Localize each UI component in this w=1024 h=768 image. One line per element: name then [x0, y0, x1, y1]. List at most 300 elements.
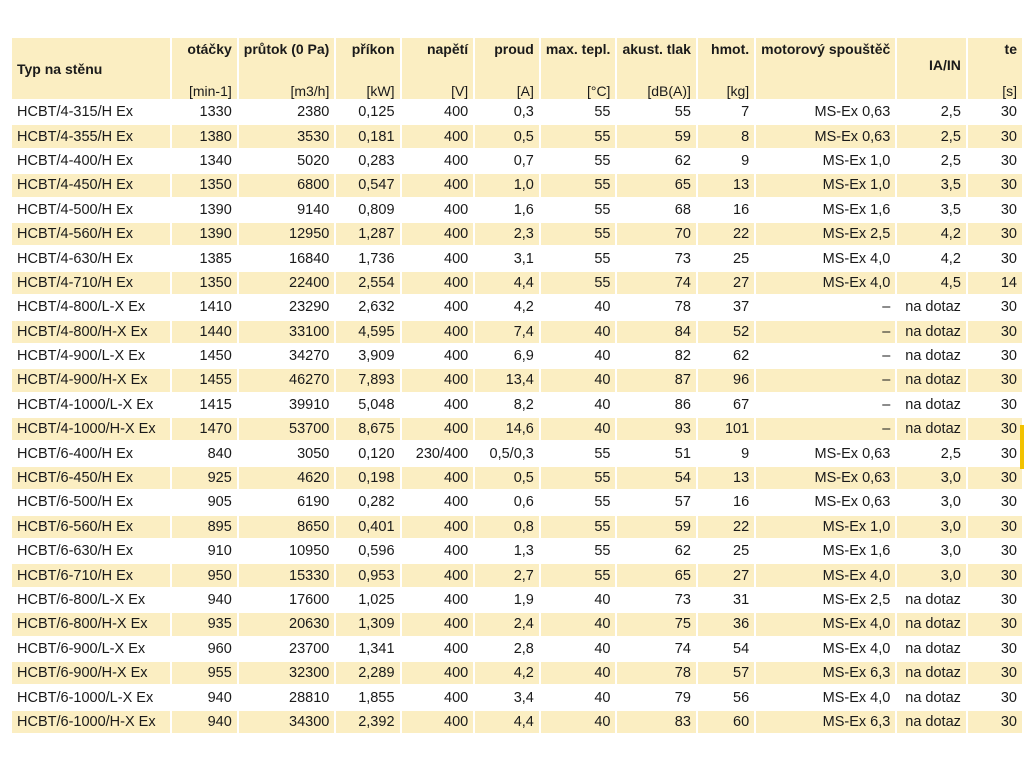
cell-rpm: 960	[172, 638, 237, 660]
cell-motor-starter: MS-Ex 0,63	[756, 467, 895, 489]
table-row	[12, 662, 1022, 684]
cell-voltage: 400	[402, 296, 474, 318]
cell-type: HCBT/6-1000/H-X Ex	[12, 711, 170, 733]
cell-motor-starter: MS-Ex 6,3	[756, 662, 895, 684]
cell-te: 30	[968, 418, 1022, 440]
cell-te: 30	[968, 564, 1022, 586]
table-row	[12, 394, 1022, 416]
cell-power: 0,401	[336, 516, 399, 538]
cell-weight: 52	[698, 321, 754, 343]
cell-voltage: 400	[402, 418, 474, 440]
cell-type: HCBT/6-800/H-X Ex	[12, 613, 170, 635]
cell-rpm: 1380	[172, 125, 237, 147]
cell-flow: 33100	[239, 321, 335, 343]
cell-max-temp: 40	[541, 589, 616, 611]
cell-motor-starter: MS-Ex 4,0	[756, 564, 895, 586]
cell-max-temp: 55	[541, 516, 616, 538]
table-row	[12, 101, 1022, 123]
cell-te: 30	[968, 150, 1022, 172]
cell-current: 3,1	[475, 247, 539, 269]
cell-weight: 9	[698, 150, 754, 172]
cell-power: 0,547	[336, 174, 399, 196]
cell-sound-pressure: 87	[617, 369, 695, 391]
cell-weight: 31	[698, 589, 754, 611]
cell-te: 30	[968, 296, 1022, 318]
cell-ia-in: na dotaz	[897, 686, 966, 708]
cell-flow: 23290	[239, 296, 335, 318]
cell-rpm: 950	[172, 564, 237, 586]
header-motor-starter: motorový spouštěč	[756, 38, 895, 99]
cell-power: 1,341	[336, 638, 399, 660]
table-row	[12, 321, 1022, 343]
cell-rpm: 955	[172, 662, 237, 684]
cell-voltage: 400	[402, 150, 474, 172]
cell-voltage: 400	[402, 589, 474, 611]
cell-type: HCBT/6-900/H-X Ex	[12, 662, 170, 684]
cell-te: 30	[968, 394, 1022, 416]
cell-flow: 6800	[239, 174, 335, 196]
cell-power: 2,392	[336, 711, 399, 733]
cell-voltage: 400	[402, 223, 474, 245]
cell-power: 1,309	[336, 613, 399, 635]
cell-power: 2,632	[336, 296, 399, 318]
cell-te: 30	[968, 125, 1022, 147]
cell-voltage: 400	[402, 199, 474, 221]
cell-type: HCBT/4-900/H-X Ex	[12, 369, 170, 391]
cell-current: 2,7	[475, 564, 539, 586]
cell-motor-starter: MS-Ex 4,0	[756, 247, 895, 269]
table-row	[12, 345, 1022, 367]
cell-power: 2,554	[336, 272, 399, 294]
cell-ia-in: 4,2	[897, 247, 966, 269]
cell-weight: 56	[698, 686, 754, 708]
cell-ia-in: 3,5	[897, 199, 966, 221]
cell-ia-in: na dotaz	[897, 345, 966, 367]
table-row	[12, 711, 1022, 733]
cell-flow: 16840	[239, 247, 335, 269]
cell-te: 30	[968, 711, 1022, 733]
cell-flow: 10950	[239, 540, 335, 562]
cell-current: 0,3	[475, 101, 539, 123]
cell-weight: 13	[698, 467, 754, 489]
cell-motor-starter: MS-Ex 1,0	[756, 174, 895, 196]
cell-type: HCBT/4-800/L-X Ex	[12, 296, 170, 318]
cell-max-temp: 40	[541, 638, 616, 660]
cell-te: 30	[968, 638, 1022, 660]
table-row	[12, 199, 1022, 221]
cell-sound-pressure: 75	[617, 613, 695, 635]
table-row	[12, 150, 1022, 172]
table-body	[12, 101, 1022, 733]
cell-flow: 28810	[239, 686, 335, 708]
cell-te: 30	[968, 369, 1022, 391]
cell-motor-starter: MS-Ex 4,0	[756, 613, 895, 635]
cell-voltage: 400	[402, 101, 474, 123]
cell-max-temp: 55	[541, 272, 616, 294]
cell-sound-pressure: 74	[617, 272, 695, 294]
cell-type: HCBT/4-450/H Ex	[12, 174, 170, 196]
cell-rpm: 1390	[172, 199, 237, 221]
cell-sound-pressure: 84	[617, 321, 695, 343]
cell-power: 2,289	[336, 662, 399, 684]
cell-ia-in: 3,5	[897, 174, 966, 196]
cell-sound-pressure: 59	[617, 516, 695, 538]
cell-max-temp: 40	[541, 321, 616, 343]
cell-rpm: 840	[172, 442, 237, 464]
cell-motor-starter: –	[756, 296, 895, 318]
table-row	[12, 540, 1022, 562]
cell-max-temp: 40	[541, 394, 616, 416]
cell-weight: 67	[698, 394, 754, 416]
cell-max-temp: 55	[541, 199, 616, 221]
cell-motor-starter: MS-Ex 1,6	[756, 540, 895, 562]
cell-power: 7,893	[336, 369, 399, 391]
table-row	[12, 442, 1022, 464]
cell-ia-in: na dotaz	[897, 613, 966, 635]
cell-flow: 2380	[239, 101, 335, 123]
cell-ia-in: na dotaz	[897, 394, 966, 416]
cell-max-temp: 55	[541, 150, 616, 172]
cell-weight: 16	[698, 199, 754, 221]
cell-max-temp: 55	[541, 125, 616, 147]
cell-ia-in: 3,0	[897, 540, 966, 562]
cell-type: HCBT/4-630/H Ex	[12, 247, 170, 269]
cell-power: 1,025	[336, 589, 399, 611]
cell-current: 0,6	[475, 491, 539, 513]
cell-rpm: 1450	[172, 345, 237, 367]
cell-power: 1,287	[336, 223, 399, 245]
cell-type: HCBT/4-560/H Ex	[12, 223, 170, 245]
cell-weight: 7	[698, 101, 754, 123]
cell-sound-pressure: 55	[617, 101, 695, 123]
table-row	[12, 564, 1022, 586]
cell-type: HCBT/6-400/H Ex	[12, 442, 170, 464]
cell-current: 0,5/0,3	[475, 442, 539, 464]
cell-voltage: 400	[402, 345, 474, 367]
cell-voltage: 400	[402, 711, 474, 733]
table-row	[12, 418, 1022, 440]
cell-current: 0,8	[475, 516, 539, 538]
cell-ia-in: 3,0	[897, 516, 966, 538]
cell-ia-in: 3,0	[897, 467, 966, 489]
header-flow: průtok (0 Pa) [m3/h]	[239, 38, 335, 99]
cell-voltage: 400	[402, 394, 474, 416]
cell-sound-pressure: 83	[617, 711, 695, 733]
cell-voltage: 400	[402, 174, 474, 196]
cell-te: 30	[968, 199, 1022, 221]
cell-rpm: 1350	[172, 272, 237, 294]
cell-weight: 54	[698, 638, 754, 660]
cell-flow: 3530	[239, 125, 335, 147]
cell-rpm: 895	[172, 516, 237, 538]
cell-flow: 17600	[239, 589, 335, 611]
cell-rpm: 905	[172, 491, 237, 513]
fan-spec-table	[10, 36, 1024, 735]
cell-weight: 22	[698, 516, 754, 538]
cell-motor-starter: –	[756, 345, 895, 367]
cell-flow: 20630	[239, 613, 335, 635]
cell-rpm: 1390	[172, 223, 237, 245]
header-current: proud [A]	[475, 38, 539, 99]
cell-rpm: 925	[172, 467, 237, 489]
cell-ia-in: na dotaz	[897, 321, 966, 343]
cell-te: 30	[968, 491, 1022, 513]
cell-type: HCBT/4-315/H Ex	[12, 101, 170, 123]
cell-max-temp: 55	[541, 540, 616, 562]
cell-flow: 9140	[239, 199, 335, 221]
cell-max-temp: 40	[541, 662, 616, 684]
cell-power: 0,596	[336, 540, 399, 562]
cell-motor-starter: MS-Ex 0,63	[756, 125, 895, 147]
cell-motor-starter: MS-Ex 4,0	[756, 686, 895, 708]
cell-sound-pressure: 70	[617, 223, 695, 245]
cell-ia-in: na dotaz	[897, 662, 966, 684]
cell-flow: 3050	[239, 442, 335, 464]
cell-flow: 32300	[239, 662, 335, 684]
cell-ia-in: na dotaz	[897, 711, 966, 733]
cell-te: 30	[968, 101, 1022, 123]
cell-voltage: 400	[402, 125, 474, 147]
cell-voltage: 400	[402, 662, 474, 684]
cell-motor-starter: –	[756, 394, 895, 416]
table-row	[12, 516, 1022, 538]
cell-voltage: 400	[402, 247, 474, 269]
cell-motor-starter: MS-Ex 1,0	[756, 150, 895, 172]
cell-rpm: 940	[172, 589, 237, 611]
cell-weight: 101	[698, 418, 754, 440]
table-row	[12, 174, 1022, 196]
cell-te: 14	[968, 272, 1022, 294]
cell-weight: 8	[698, 125, 754, 147]
cell-voltage: 400	[402, 321, 474, 343]
cell-current: 4,4	[475, 711, 539, 733]
cell-weight: 57	[698, 662, 754, 684]
cell-flow: 4620	[239, 467, 335, 489]
cell-weight: 13	[698, 174, 754, 196]
cell-ia-in: na dotaz	[897, 369, 966, 391]
cell-te: 30	[968, 174, 1022, 196]
cell-type: HCBT/6-800/L-X Ex	[12, 589, 170, 611]
cell-sound-pressure: 78	[617, 662, 695, 684]
cell-sound-pressure: 73	[617, 247, 695, 269]
cell-power: 0,198	[336, 467, 399, 489]
cell-motor-starter: –	[756, 369, 895, 391]
cell-motor-starter: –	[756, 418, 895, 440]
table-row	[12, 223, 1022, 245]
cell-ia-in: na dotaz	[897, 589, 966, 611]
cell-sound-pressure: 62	[617, 540, 695, 562]
cell-max-temp: 55	[541, 223, 616, 245]
cell-rpm: 1350	[172, 174, 237, 196]
cell-current: 7,4	[475, 321, 539, 343]
cell-type: HCBT/4-800/H-X Ex	[12, 321, 170, 343]
cell-te: 30	[968, 223, 1022, 245]
cell-weight: 27	[698, 564, 754, 586]
cell-power: 5,048	[336, 394, 399, 416]
cell-sound-pressure: 57	[617, 491, 695, 513]
cell-max-temp: 55	[541, 564, 616, 586]
cell-type: HCBT/6-450/H Ex	[12, 467, 170, 489]
cell-voltage: 400	[402, 491, 474, 513]
page-edge-tab	[1020, 425, 1024, 469]
cell-te: 30	[968, 540, 1022, 562]
cell-voltage: 400	[402, 516, 474, 538]
cell-current: 13,4	[475, 369, 539, 391]
cell-rpm: 1415	[172, 394, 237, 416]
cell-flow: 5020	[239, 150, 335, 172]
cell-flow: 6190	[239, 491, 335, 513]
cell-power: 1,855	[336, 686, 399, 708]
cell-te: 30	[968, 467, 1022, 489]
cell-te: 30	[968, 686, 1022, 708]
cell-ia-in: 2,5	[897, 442, 966, 464]
cell-flow: 23700	[239, 638, 335, 660]
table-row	[12, 613, 1022, 635]
cell-voltage: 400	[402, 540, 474, 562]
cell-sound-pressure: 93	[617, 418, 695, 440]
cell-motor-starter: MS-Ex 6,3	[756, 711, 895, 733]
cell-flow: 22400	[239, 272, 335, 294]
header-weight: hmot. [kg]	[698, 38, 754, 99]
cell-weight: 37	[698, 296, 754, 318]
cell-sound-pressure: 73	[617, 589, 695, 611]
table-row	[12, 125, 1022, 147]
cell-motor-starter: MS-Ex 2,5	[756, 589, 895, 611]
cell-max-temp: 40	[541, 296, 616, 318]
cell-power: 4,595	[336, 321, 399, 343]
cell-voltage: 230/400	[402, 442, 474, 464]
cell-max-temp: 55	[541, 174, 616, 196]
cell-ia-in: na dotaz	[897, 296, 966, 318]
cell-rpm: 1470	[172, 418, 237, 440]
cell-max-temp: 40	[541, 418, 616, 440]
cell-weight: 96	[698, 369, 754, 391]
cell-ia-in: na dotaz	[897, 418, 966, 440]
table-row	[12, 272, 1022, 294]
cell-current: 2,8	[475, 638, 539, 660]
cell-rpm: 910	[172, 540, 237, 562]
cell-motor-starter: MS-Ex 0,63	[756, 491, 895, 513]
cell-max-temp: 40	[541, 613, 616, 635]
table-row	[12, 491, 1022, 513]
cell-voltage: 400	[402, 613, 474, 635]
cell-current: 2,3	[475, 223, 539, 245]
cell-current: 2,4	[475, 613, 539, 635]
cell-max-temp: 55	[541, 491, 616, 513]
cell-sound-pressure: 65	[617, 174, 695, 196]
cell-power: 8,675	[336, 418, 399, 440]
cell-voltage: 400	[402, 467, 474, 489]
cell-type: HCBT/6-560/H Ex	[12, 516, 170, 538]
cell-te: 30	[968, 613, 1022, 635]
cell-current: 4,4	[475, 272, 539, 294]
cell-current: 14,6	[475, 418, 539, 440]
cell-power: 1,736	[336, 247, 399, 269]
cell-sound-pressure: 82	[617, 345, 695, 367]
cell-voltage: 400	[402, 564, 474, 586]
cell-sound-pressure: 59	[617, 125, 695, 147]
cell-power: 3,909	[336, 345, 399, 367]
cell-sound-pressure: 65	[617, 564, 695, 586]
cell-type: HCBT/6-630/H Ex	[12, 540, 170, 562]
cell-power: 0,181	[336, 125, 399, 147]
cell-flow: 15330	[239, 564, 335, 586]
cell-sound-pressure: 79	[617, 686, 695, 708]
cell-power: 0,953	[336, 564, 399, 586]
cell-flow: 34300	[239, 711, 335, 733]
cell-rpm: 1340	[172, 150, 237, 172]
cell-ia-in: 4,5	[897, 272, 966, 294]
cell-ia-in: 2,5	[897, 101, 966, 123]
table-row	[12, 247, 1022, 269]
cell-sound-pressure: 74	[617, 638, 695, 660]
cell-te: 30	[968, 442, 1022, 464]
cell-motor-starter: MS-Ex 2,5	[756, 223, 895, 245]
cell-flow: 46270	[239, 369, 335, 391]
cell-power: 0,283	[336, 150, 399, 172]
header-voltage: napětí [V]	[402, 38, 474, 99]
cell-motor-starter: MS-Ex 1,0	[756, 516, 895, 538]
cell-te: 30	[968, 589, 1022, 611]
cell-voltage: 400	[402, 369, 474, 391]
cell-max-temp: 55	[541, 442, 616, 464]
cell-current: 8,2	[475, 394, 539, 416]
cell-current: 6,9	[475, 345, 539, 367]
cell-rpm: 1410	[172, 296, 237, 318]
cell-type: HCBT/4-400/H Ex	[12, 150, 170, 172]
cell-type: HCBT/6-500/H Ex	[12, 491, 170, 513]
cell-motor-starter: MS-Ex 1,6	[756, 199, 895, 221]
cell-type: HCBT/4-500/H Ex	[12, 199, 170, 221]
cell-current: 1,6	[475, 199, 539, 221]
table-row	[12, 467, 1022, 489]
cell-motor-starter: MS-Ex 0,63	[756, 442, 895, 464]
header-power: příkon [kW]	[336, 38, 399, 99]
cell-type: HCBT/4-710/H Ex	[12, 272, 170, 294]
cell-te: 30	[968, 247, 1022, 269]
header-type: Typ na stěnu	[12, 38, 170, 99]
cell-te: 30	[968, 345, 1022, 367]
cell-te: 30	[968, 662, 1022, 684]
cell-voltage: 400	[402, 638, 474, 660]
cell-max-temp: 55	[541, 101, 616, 123]
cell-max-temp: 40	[541, 369, 616, 391]
header-sound-pressure: akust. tlak [dB(A)]	[617, 38, 695, 99]
cell-rpm: 1330	[172, 101, 237, 123]
cell-type: HCBT/4-900/L-X Ex	[12, 345, 170, 367]
cell-motor-starter: MS-Ex 0,63	[756, 101, 895, 123]
cell-sound-pressure: 62	[617, 150, 695, 172]
cell-current: 1,9	[475, 589, 539, 611]
header-te: te [s]	[968, 38, 1022, 99]
cell-current: 4,2	[475, 662, 539, 684]
cell-voltage: 400	[402, 272, 474, 294]
cell-weight: 9	[698, 442, 754, 464]
cell-ia-in: 4,2	[897, 223, 966, 245]
cell-sound-pressure: 51	[617, 442, 695, 464]
header-ia-in: IA/IN	[897, 38, 966, 99]
cell-current: 1,3	[475, 540, 539, 562]
table-row	[12, 369, 1022, 391]
cell-weight: 22	[698, 223, 754, 245]
cell-rpm: 1440	[172, 321, 237, 343]
cell-rpm: 935	[172, 613, 237, 635]
cell-ia-in: 3,0	[897, 564, 966, 586]
table-row	[12, 686, 1022, 708]
cell-type: HCBT/6-1000/L-X Ex	[12, 686, 170, 708]
cell-max-temp: 40	[541, 686, 616, 708]
table-row	[12, 589, 1022, 611]
